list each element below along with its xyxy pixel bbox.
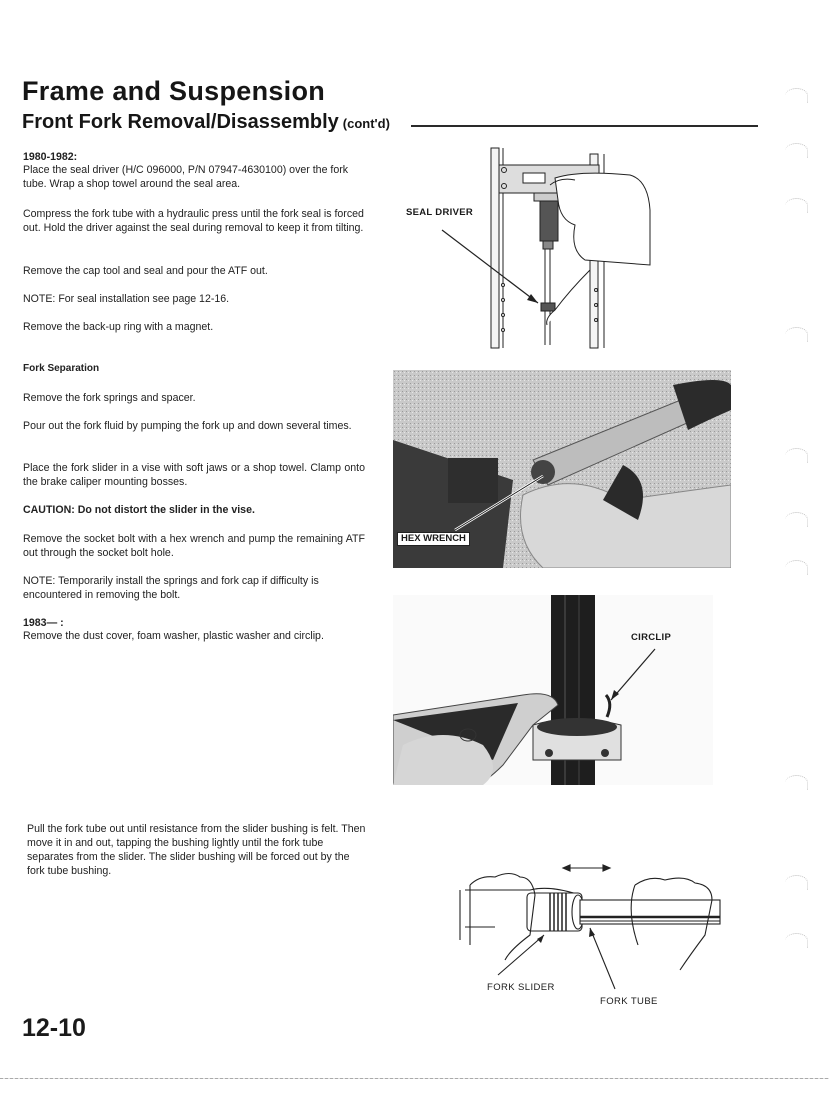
binder-hole-mark	[785, 448, 808, 463]
page-number: 12-10	[22, 1014, 86, 1042]
seal-driver-leader-line	[442, 230, 538, 303]
circlip-label: CIRCLIP	[631, 632, 672, 643]
paragraph-dust-cover: Remove the dust cover, foam washer, plastic washer and circlip.	[23, 630, 324, 642]
continued-label: (cont'd)	[342, 116, 390, 131]
subsection-title	[22, 111, 390, 134]
header-rule	[411, 125, 758, 127]
hex-wrench-label: HEX WRENCH	[397, 532, 470, 546]
fork-tube-leader-line	[590, 928, 615, 989]
caution-text: CAUTION: Do not distort the slider in the vise.	[23, 504, 255, 516]
paragraph-backup-ring: Remove the back-up ring with a magnet.	[23, 321, 214, 333]
binder-hole-mark	[785, 198, 808, 213]
press-illustration	[400, 140, 660, 355]
year-heading-1983: 1983— :	[23, 617, 64, 629]
paragraph-remove-cap: Remove the cap tool and seal and pour the ATF out.	[23, 265, 268, 277]
binder-hole-mark	[785, 560, 808, 575]
binder-hole-mark	[785, 512, 808, 527]
binder-hole-mark	[785, 143, 808, 158]
binder-hole-mark	[785, 933, 808, 948]
binder-hole-mark	[785, 88, 808, 103]
fork-slider-leader-line	[498, 935, 544, 975]
binder-hole-mark	[785, 875, 808, 890]
note-seal-installation: NOTE: For seal installation see page 12-16.	[23, 293, 230, 305]
paragraph-remove-springs: Remove the fork springs and spacer.	[23, 392, 196, 404]
binder-hole-mark	[785, 327, 808, 342]
section-title: Frame and Suspension	[22, 76, 326, 106]
seal-driver-label: SEAL DRIVER	[406, 207, 473, 218]
subsection-title-text: Front Fork Removal/Disassembly	[22, 111, 339, 133]
paragraph-pull-fork-tube: Pull the fork tube out until resistance from the slider bushing is felt. Then move it in and out, tapping the bushing lightly until the fork tube separates from the slider. The slider bushing will be forced out by the fork tube bushing.	[27, 823, 366, 877]
circlip-photo-art	[393, 595, 713, 785]
fork-separation-heading: Fork Separation	[23, 363, 100, 374]
year-heading-1980: 1980-1982:	[23, 151, 78, 163]
page-bottom-edge	[0, 1078, 829, 1079]
paragraph-socket-bolt: Remove the socket bolt with a hex wrench and pump the remaining ATF out through the socket bolt hole.	[23, 533, 365, 559]
fork-tube-label: FORK TUBE	[600, 996, 658, 1007]
figure-circlip-photo	[393, 595, 713, 785]
fork-slider-label: FORK SLIDER	[487, 982, 555, 993]
figure-fork-separation	[450, 855, 730, 1010]
paragraph-pour-fluid: Pour out the fork fluid by pumping the fork up and down several times.	[23, 420, 352, 432]
binder-hole-mark	[785, 775, 808, 790]
paragraph-vise: Place the fork slider in a vise with soft jaws or a shop towel. Clamp onto the brake caliper mounting bosses.	[23, 462, 365, 488]
note-temporarily-install: NOTE: Temporarily install the springs and fork cap if difficulty is encountered in removing the bolt.	[23, 575, 319, 601]
paragraph-compress: Compress the fork tube with a hydraulic press until the fork seal is forced out. Hold the driver against the seal during removal to keep it from tilting.	[23, 208, 364, 234]
paragraph-seal-driver: Place the seal driver (H/C 096000, P/N 07947-4630100) over the fork tube. Wrap a shop towel around the seal area.	[23, 164, 349, 190]
figure-seal-driver	[400, 140, 660, 355]
